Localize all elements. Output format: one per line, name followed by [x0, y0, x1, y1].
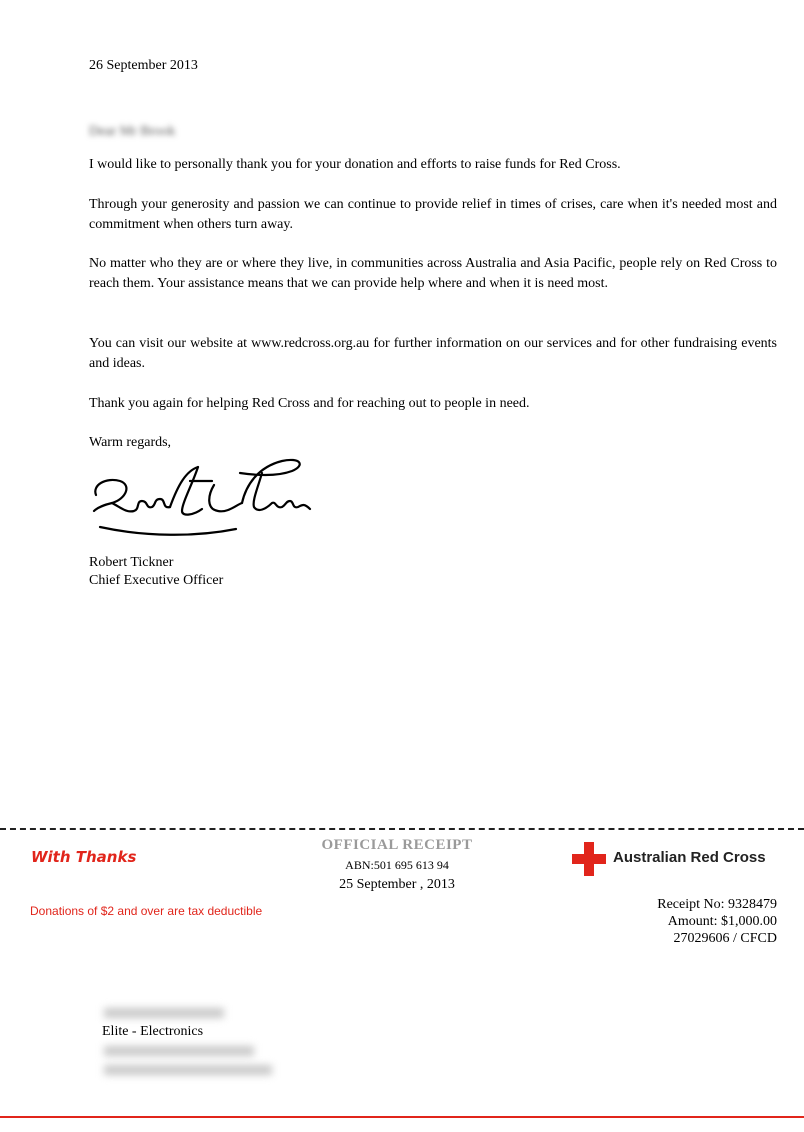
- letter-closing: Warm regards,: [89, 435, 172, 450]
- receipt-number: Receipt No: 9328479: [657, 897, 777, 912]
- letter-date: 26 September 2013: [89, 58, 198, 73]
- recipient-name-redacted: [104, 1008, 224, 1018]
- recipient-company: Elite - Electronics: [102, 1024, 204, 1039]
- receipt-reference: 27029606 / CFCD: [673, 931, 777, 946]
- letter-paragraph: Through your generosity and passion we can continue to provide relief in times of crises, care when it's needed most and commitment when others turn away.: [89, 197, 777, 232]
- letter-paragraph: Thank you again for helping Red Cross and for reaching out to people in need.: [89, 396, 530, 411]
- letter-paragraph: I would like to personally thank you for your donation and efforts to raise funds for Red Cross.: [89, 157, 621, 172]
- tax-deductible-note: Donations of $2 and over are tax deductible: [30, 904, 263, 918]
- signatory-title: Chief Executive Officer: [89, 573, 224, 588]
- receipt-title: OFFICIAL RECEIPT: [321, 837, 473, 853]
- recipient-suburb-redacted: [104, 1065, 272, 1075]
- receipt-abn: ABN:501 695 613 94: [345, 858, 449, 872]
- with-thanks-text: With Thanks: [31, 848, 137, 866]
- receipt-date: 25 September , 2013: [339, 877, 455, 892]
- receipt-amount: Amount: $1,000.00: [667, 914, 777, 929]
- letter-paragraph: You can visit our website at www.redcross.org.au for further information on our services and for other fundraising events and ideas.: [89, 336, 777, 371]
- red-cross-logo-icon: [572, 842, 606, 876]
- red-cross-logo-text: Australian Red Cross: [613, 849, 766, 866]
- signatory-name: Robert Tickner: [89, 555, 174, 570]
- letter-salutation: Dear Mr Brook: [89, 124, 176, 139]
- bottom-rule: [0, 1116, 804, 1118]
- recipient-street-redacted: [104, 1046, 254, 1056]
- letter-paragraph: No matter who they are or where they live, in communities across Australia and Asia Pacific, people rely on Red Cross to reach them. Your assistance means that we can provide help where and when it is need most.: [89, 256, 777, 291]
- signature-image: [86, 455, 316, 547]
- tear-off-line: [0, 828, 804, 830]
